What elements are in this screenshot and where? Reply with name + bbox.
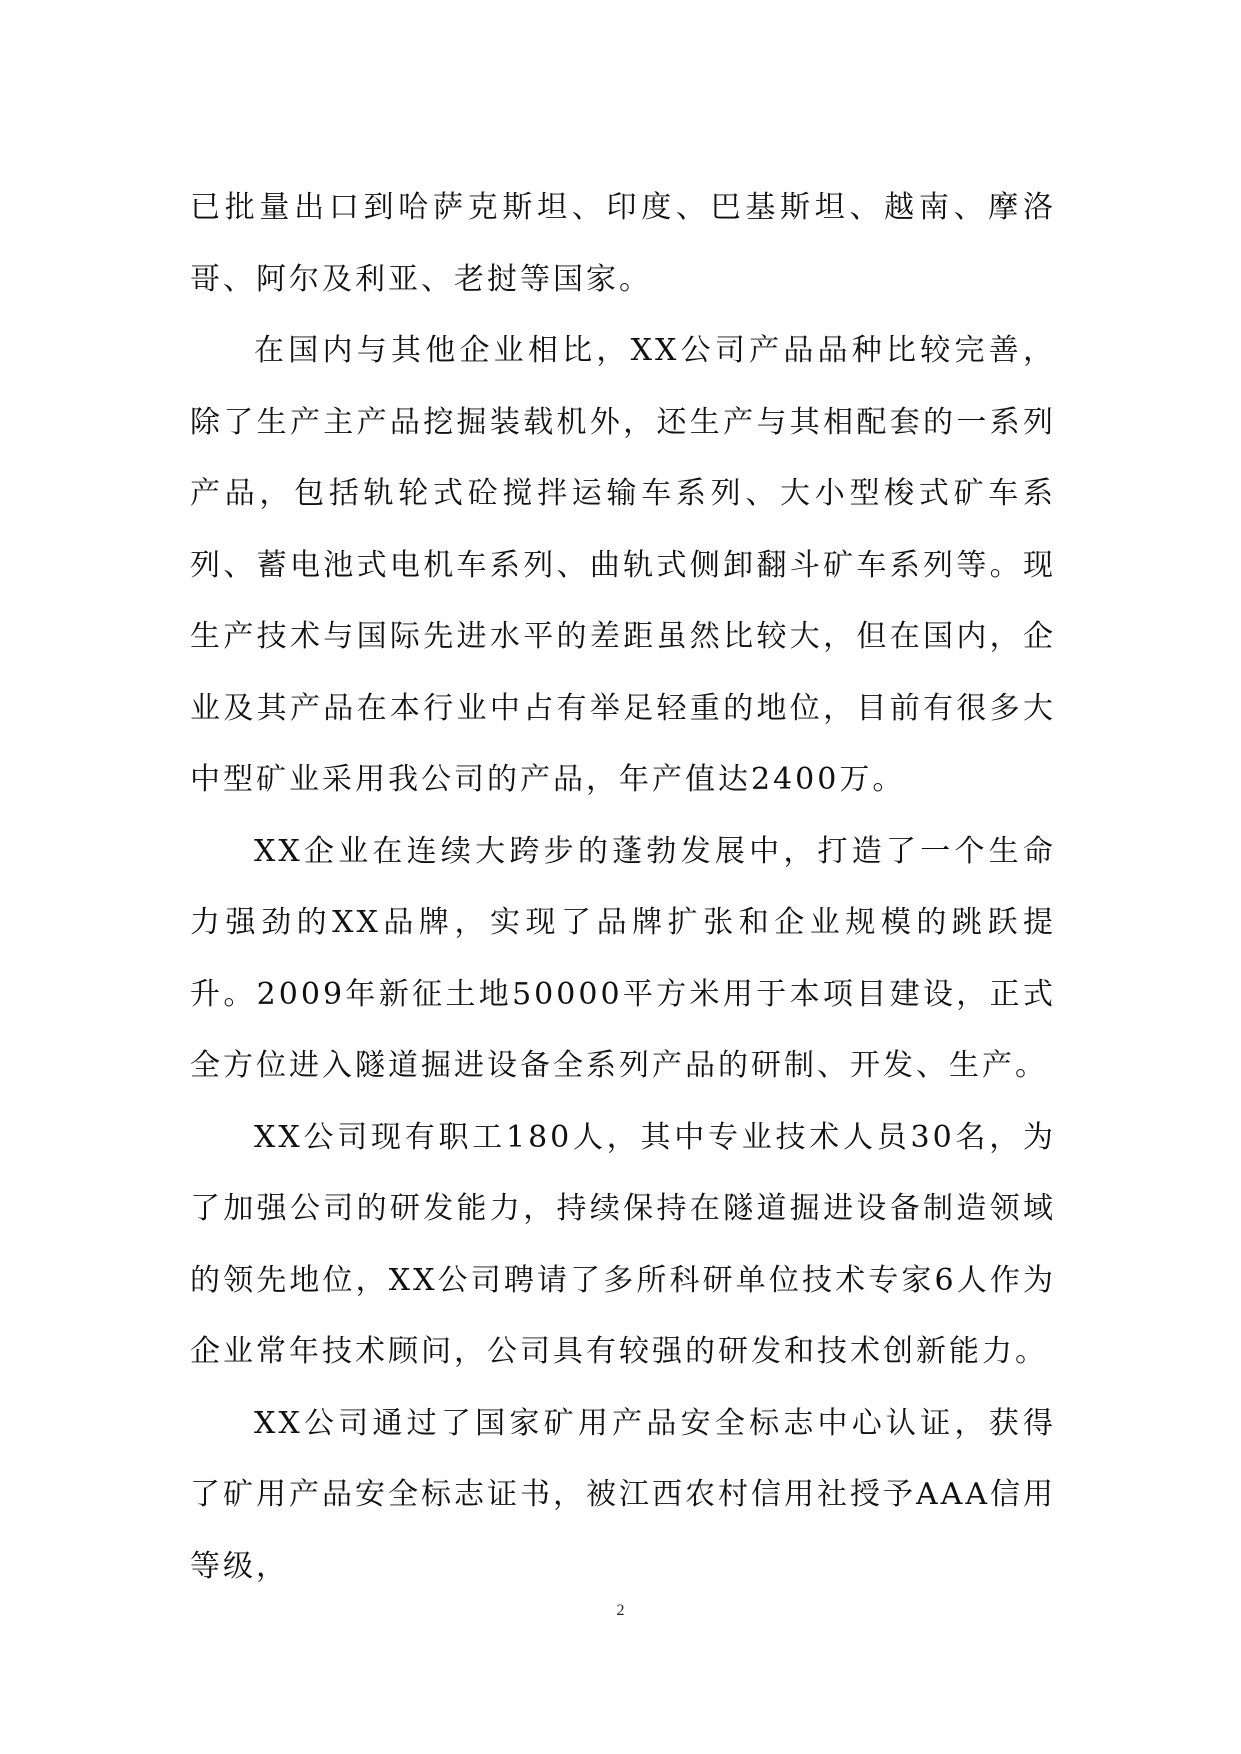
paragraph-product-range: 在国内与其他企业相比，XX公司产品品种比较完善，除了生产主产品挖掘装载机外，还生产与其相配套的一系列产品，包括轨轮式砼搅拌运输车系列、大小型梭式矿车系列、蓄电池式电机车系列、曲轨式侧卸翻斗矿车系列等。现生产技术与国际先进水平的差距虽然比较大，但在国内，企业及其产品在本行业中占有举足轻重的地位，目前有很多大中型矿业采用我公司的产品，年产值达2400万。 [190, 333, 1056, 797]
paragraph-staff: XX公司现有职工180人，其中专业技术人员30名，为了加强公司的研发能力，持续保持在隧道掘进设备制造领域的领先地位，XX公司聘请了多所科研单位技术专家6人作为企业常年技术顾问，公司具有较强的研发和技术创新能力。 [190, 1119, 1056, 1369]
page-number: 2 [616, 1602, 625, 1619]
paragraph-continuation: 已批量出口到哈萨克斯坦、印度、巴基斯坦、越南、摩洛哥、阿尔及利亚、老挝等国家。 [190, 190, 1056, 297]
paragraph-brand-development: XX企业在连续大跨步的蓬勃发展中，打造了一个生命力强劲的XX品牌，实现了品牌扩张和企业规模的跳跃提升。2009年新征土地50000平方米用于本项目建设，正式全方位进入隧道掘进设备全系列产品的研制、开发、生产。 [190, 833, 1056, 1083]
paragraph-certification: XX公司通过了国家矿用产品安全标志中心认证，获得了矿用产品安全标志证书，被江西农村信用社授予AAA信用等级， [190, 1405, 1056, 1584]
body-text [190, 172, 1056, 1602]
